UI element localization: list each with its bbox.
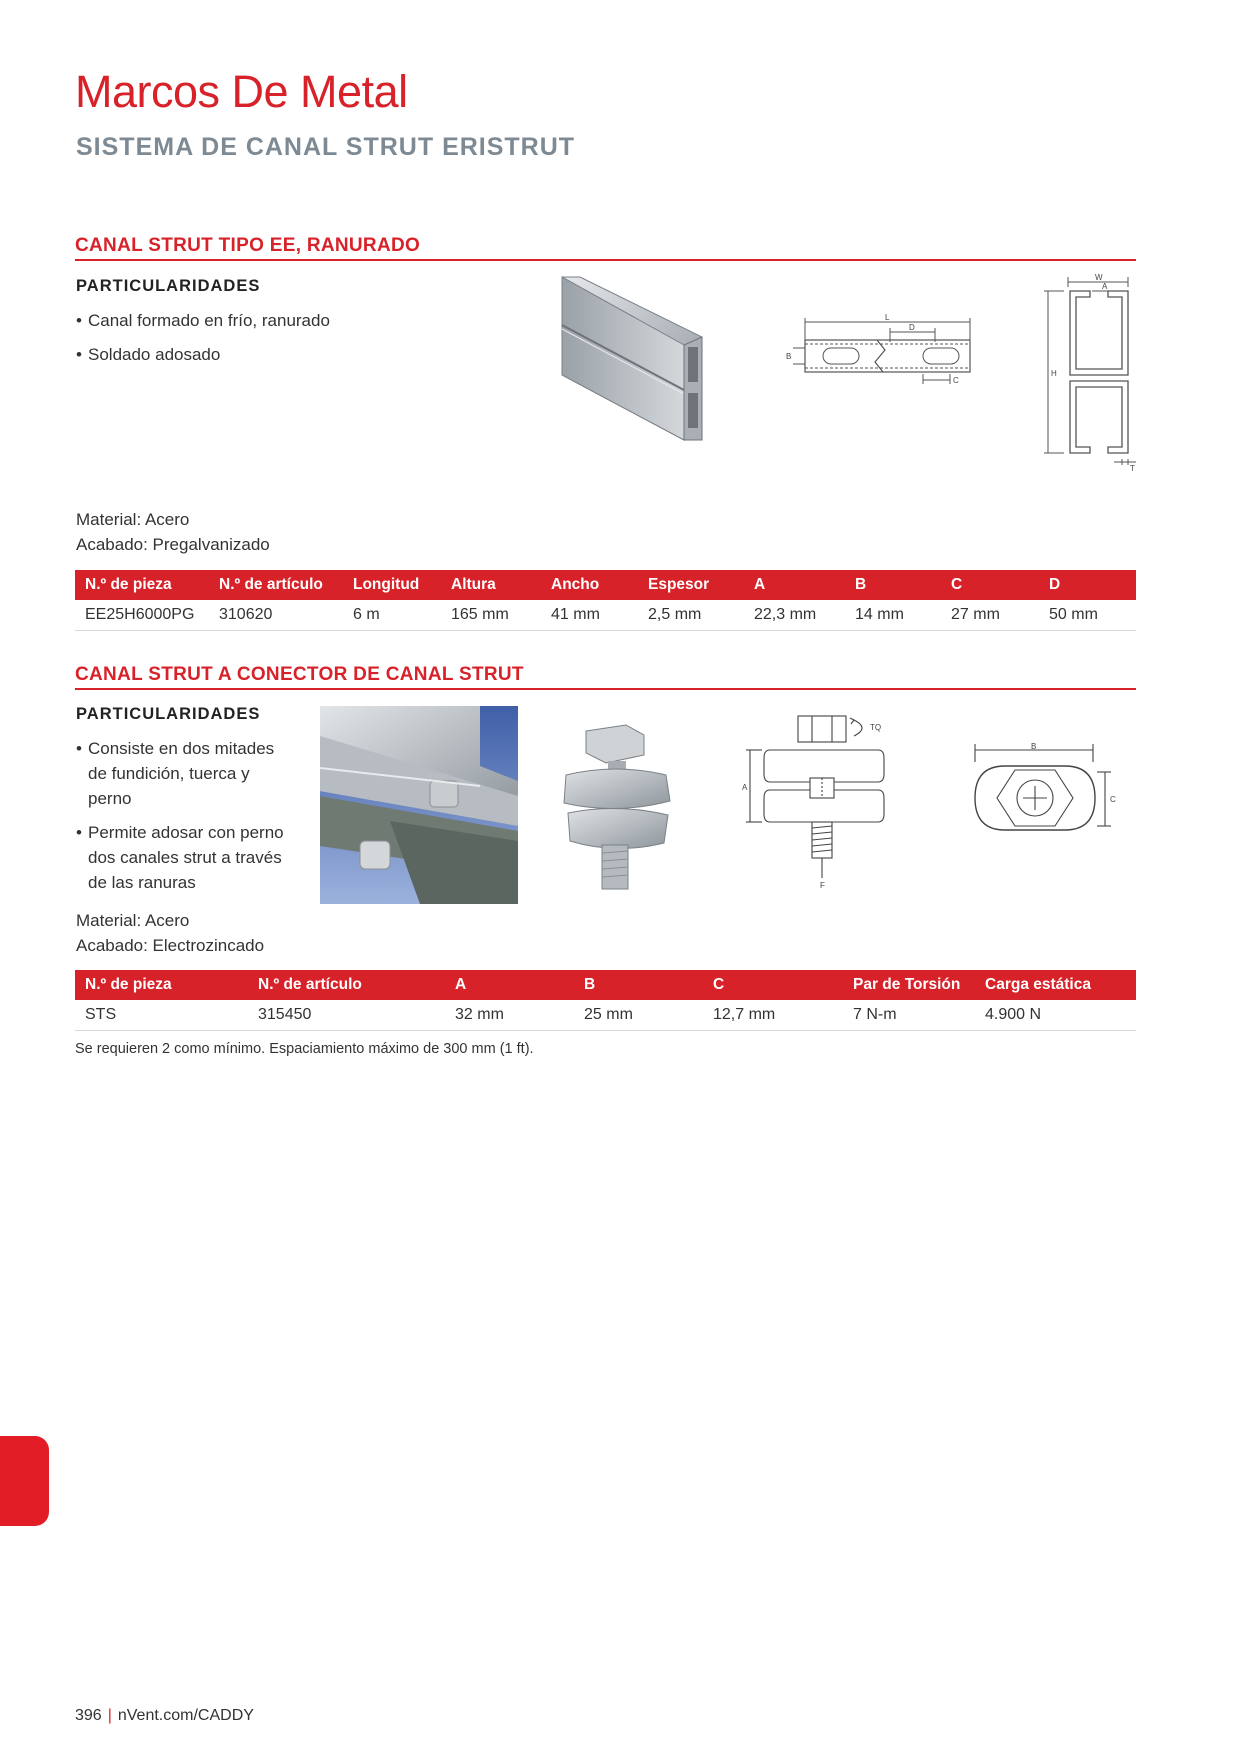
feature-item: • Soldado adosado (76, 342, 330, 367)
table-header-row (75, 570, 1136, 600)
table-cell: 6 m (343, 600, 441, 631)
col-header: N.º de artículo (209, 570, 343, 600)
col-header: Carga estática (975, 970, 1136, 1000)
label-b2: B (1031, 742, 1037, 751)
table-row (75, 1000, 1136, 1031)
col-header: N.º de artículo (248, 970, 445, 1000)
label-d: D (909, 323, 915, 332)
features-heading: PARTICULARIDADES (76, 277, 261, 295)
col-header: C (941, 570, 1039, 600)
section-title-connector: CANAL STRUT A CONECTOR DE CANAL STRUT (75, 664, 524, 685)
table-cell: STS (75, 1000, 248, 1031)
connector-side-diagram (740, 708, 905, 898)
cross-section-diagram (1040, 273, 1140, 473)
table-row (75, 600, 1136, 631)
label-w: W (1095, 273, 1103, 282)
table-cell: 14 mm (845, 600, 941, 631)
table-cell: 27 mm (941, 600, 1039, 631)
spec-table-ee (75, 570, 1136, 631)
table-cell: 22,3 mm (744, 600, 845, 631)
col-header: A (744, 570, 845, 600)
col-header: N.º de pieza (75, 570, 209, 600)
finish-text: Acabado: Pregalvanizado (76, 535, 270, 554)
label-tq: TQ (870, 723, 882, 732)
finish-text: Acabado: Electrozincado (76, 936, 265, 955)
label-c: C (953, 376, 959, 385)
table-cell: 165 mm (441, 600, 541, 631)
section-title-ee: CANAL STRUT TIPO EE, RANURADO (75, 235, 421, 256)
page-title: Marcos De Metal (75, 66, 408, 117)
table-cell: 2,5 mm (638, 600, 744, 631)
connector-top-diagram (965, 742, 1135, 842)
label-c2: C (1110, 795, 1116, 804)
section-rule (75, 259, 1136, 261)
col-header: N.º de pieza (75, 970, 248, 1000)
slot-dimension-diagram (785, 312, 980, 397)
strut-channel-photo (560, 275, 705, 445)
col-header: Espesor (638, 570, 744, 600)
footer-separator: | (107, 1707, 112, 1724)
spec-table-connector (75, 970, 1136, 1031)
section-rule (75, 688, 1136, 690)
table-cell: 41 mm (541, 600, 638, 631)
col-header: C (703, 970, 843, 1000)
col-header: Longitud (343, 570, 441, 600)
material-text: Material: Acero (76, 510, 190, 529)
col-header: Par de Torsión (843, 970, 975, 1000)
label-h: H (1051, 369, 1057, 378)
col-header: D (1039, 570, 1136, 600)
connector-installed-photo (320, 706, 518, 904)
table-cell: 32 mm (445, 1000, 574, 1031)
col-header: B (845, 570, 941, 600)
page-subtitle: SISTEMA DE CANAL STRUT ERISTRUT (76, 133, 576, 161)
features-list (76, 308, 330, 376)
table-cell: 4.900 N (975, 1000, 1136, 1031)
material-text: Material: Acero (76, 911, 190, 930)
connector-part-photo (556, 723, 676, 893)
table-cell: 50 mm (1039, 600, 1136, 631)
label-a2: A (742, 783, 748, 792)
col-header: Altura (441, 570, 541, 600)
table-header-row (75, 970, 1136, 1000)
table-cell: 310620 (209, 600, 343, 631)
label-b: B (786, 352, 792, 361)
chapter-tab-marker (0, 1436, 49, 1526)
feature-item: • Consiste en dos mitades de fundición, tuerca y perno (76, 736, 291, 811)
footnote: Se requieren 2 como mínimo. Espaciamiento máximo de 300 mm (1 ft). (75, 1041, 534, 1057)
label-t: T (1130, 464, 1135, 473)
table-cell: 25 mm (574, 1000, 703, 1031)
label-f: F (820, 881, 825, 890)
label-l: L (885, 313, 890, 322)
label-a: A (1102, 282, 1108, 291)
table-cell: 315450 (248, 1000, 445, 1031)
features-heading: PARTICULARIDADES (76, 705, 261, 723)
page-number: 396 (75, 1707, 102, 1724)
feature-item: • Permite adosar con perno dos canales strut a través de las ranuras (76, 820, 291, 895)
col-header: Ancho (541, 570, 638, 600)
page-footer (75, 1707, 254, 1725)
col-header: B (574, 970, 703, 1000)
footer-site-link[interactable]: nVent.com/CADDY (117, 1707, 254, 1724)
features-list (76, 736, 291, 904)
table-cell: 12,7 mm (703, 1000, 843, 1031)
col-header: A (445, 970, 574, 1000)
table-cell: EE25H6000PG (75, 600, 209, 631)
feature-item: • Canal formado en frío, ranurado (76, 308, 330, 333)
table-cell: 7 N-m (843, 1000, 975, 1031)
